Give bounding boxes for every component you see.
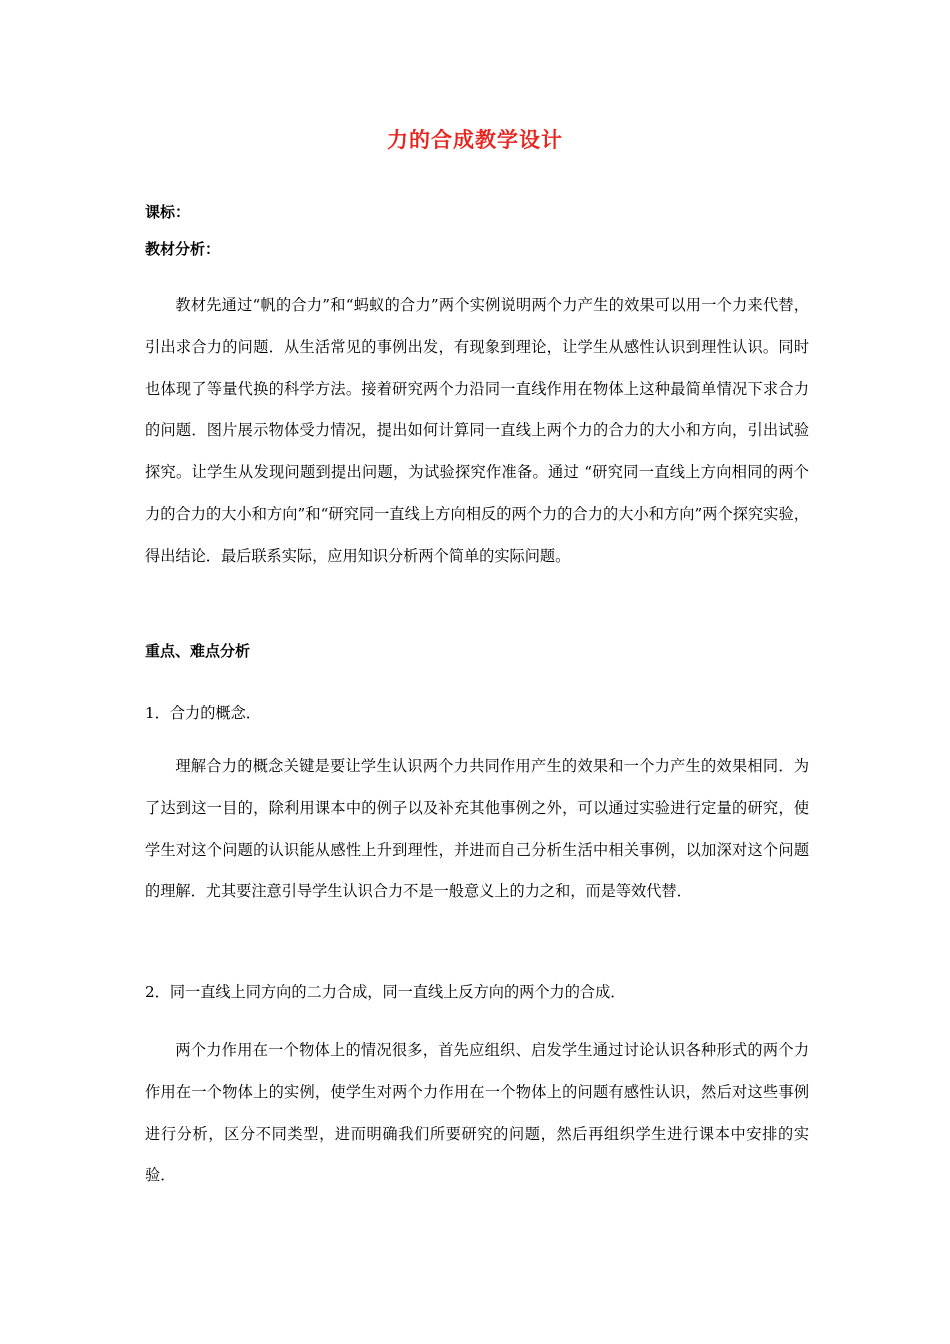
document-title: 力的合成教学设计 [387,128,563,152]
point-2-title: 2．同一直线上同方向的二力合成，同一直线上反方向的两个力的合成． [145,983,626,1001]
heading-key-points: 重点、难点分析 [145,642,251,660]
point-1-paragraph: 理解合力的概念关键是要让学生认识两个力共同作用产生的效果和一个力产生的效果相同．为了达到这一目的，除利用课本中的例子以及补充其他事例之外，可以通过实验进行定量的研究，使学生对这个问题的认识能从感性上升到理性，并进而自己分析生活中相关事例，以加深对这个问题的理解．尤其要注意引导学生认识合力不是一般意义上的力之和，而是等效代替． [145,757,809,901]
point-2-paragraph: 两个力作用在一个物体上的情况很多，首先应组织、启发学生通过讨论认识各种形式的两个力作用在一个物体上的实例，使学生对两个力作用在一个物体上的问题有感性认识，然后对这些事例进行分析，区分不同类型，进而明确我们所要研究的问题，然后再组织学生进行课本中安排的实验． [145,1041,809,1185]
point-1-title: 1．合力的概念． [145,704,261,722]
heading-curriculum: 课标： [145,203,191,221]
material-analysis-paragraph: 教材先通过“帆的合力”和“蚂蚁的合力”两个实例说明两个力产生的效果可以用一个力来代替，引出求合力的问题．从生活常见的事例出发，有现象到理论，让学生从感性认识到理性认识。同时也体现了等量代换的科学方法。接着研究两个力沿同一直线作用在物体上这种最简单情况下求合力的问题．图片展示物体受力情况，提出如何计算同一直线上两个力的合力的大小和方向，引出试验探究。让学生从发现问题到提出问题，为试验探究作准备。通过 “研究同一直线上方向相同的两个力的合力的大小和方向”和“研究同一直线上方向相反的两个力的合力的大小和方向”两个探究实验，得出结论．最后联系实际，应用知识分析两个简单的实际问题。 [145,296,809,565]
heading-material-analysis: 教材分析： [145,240,221,258]
